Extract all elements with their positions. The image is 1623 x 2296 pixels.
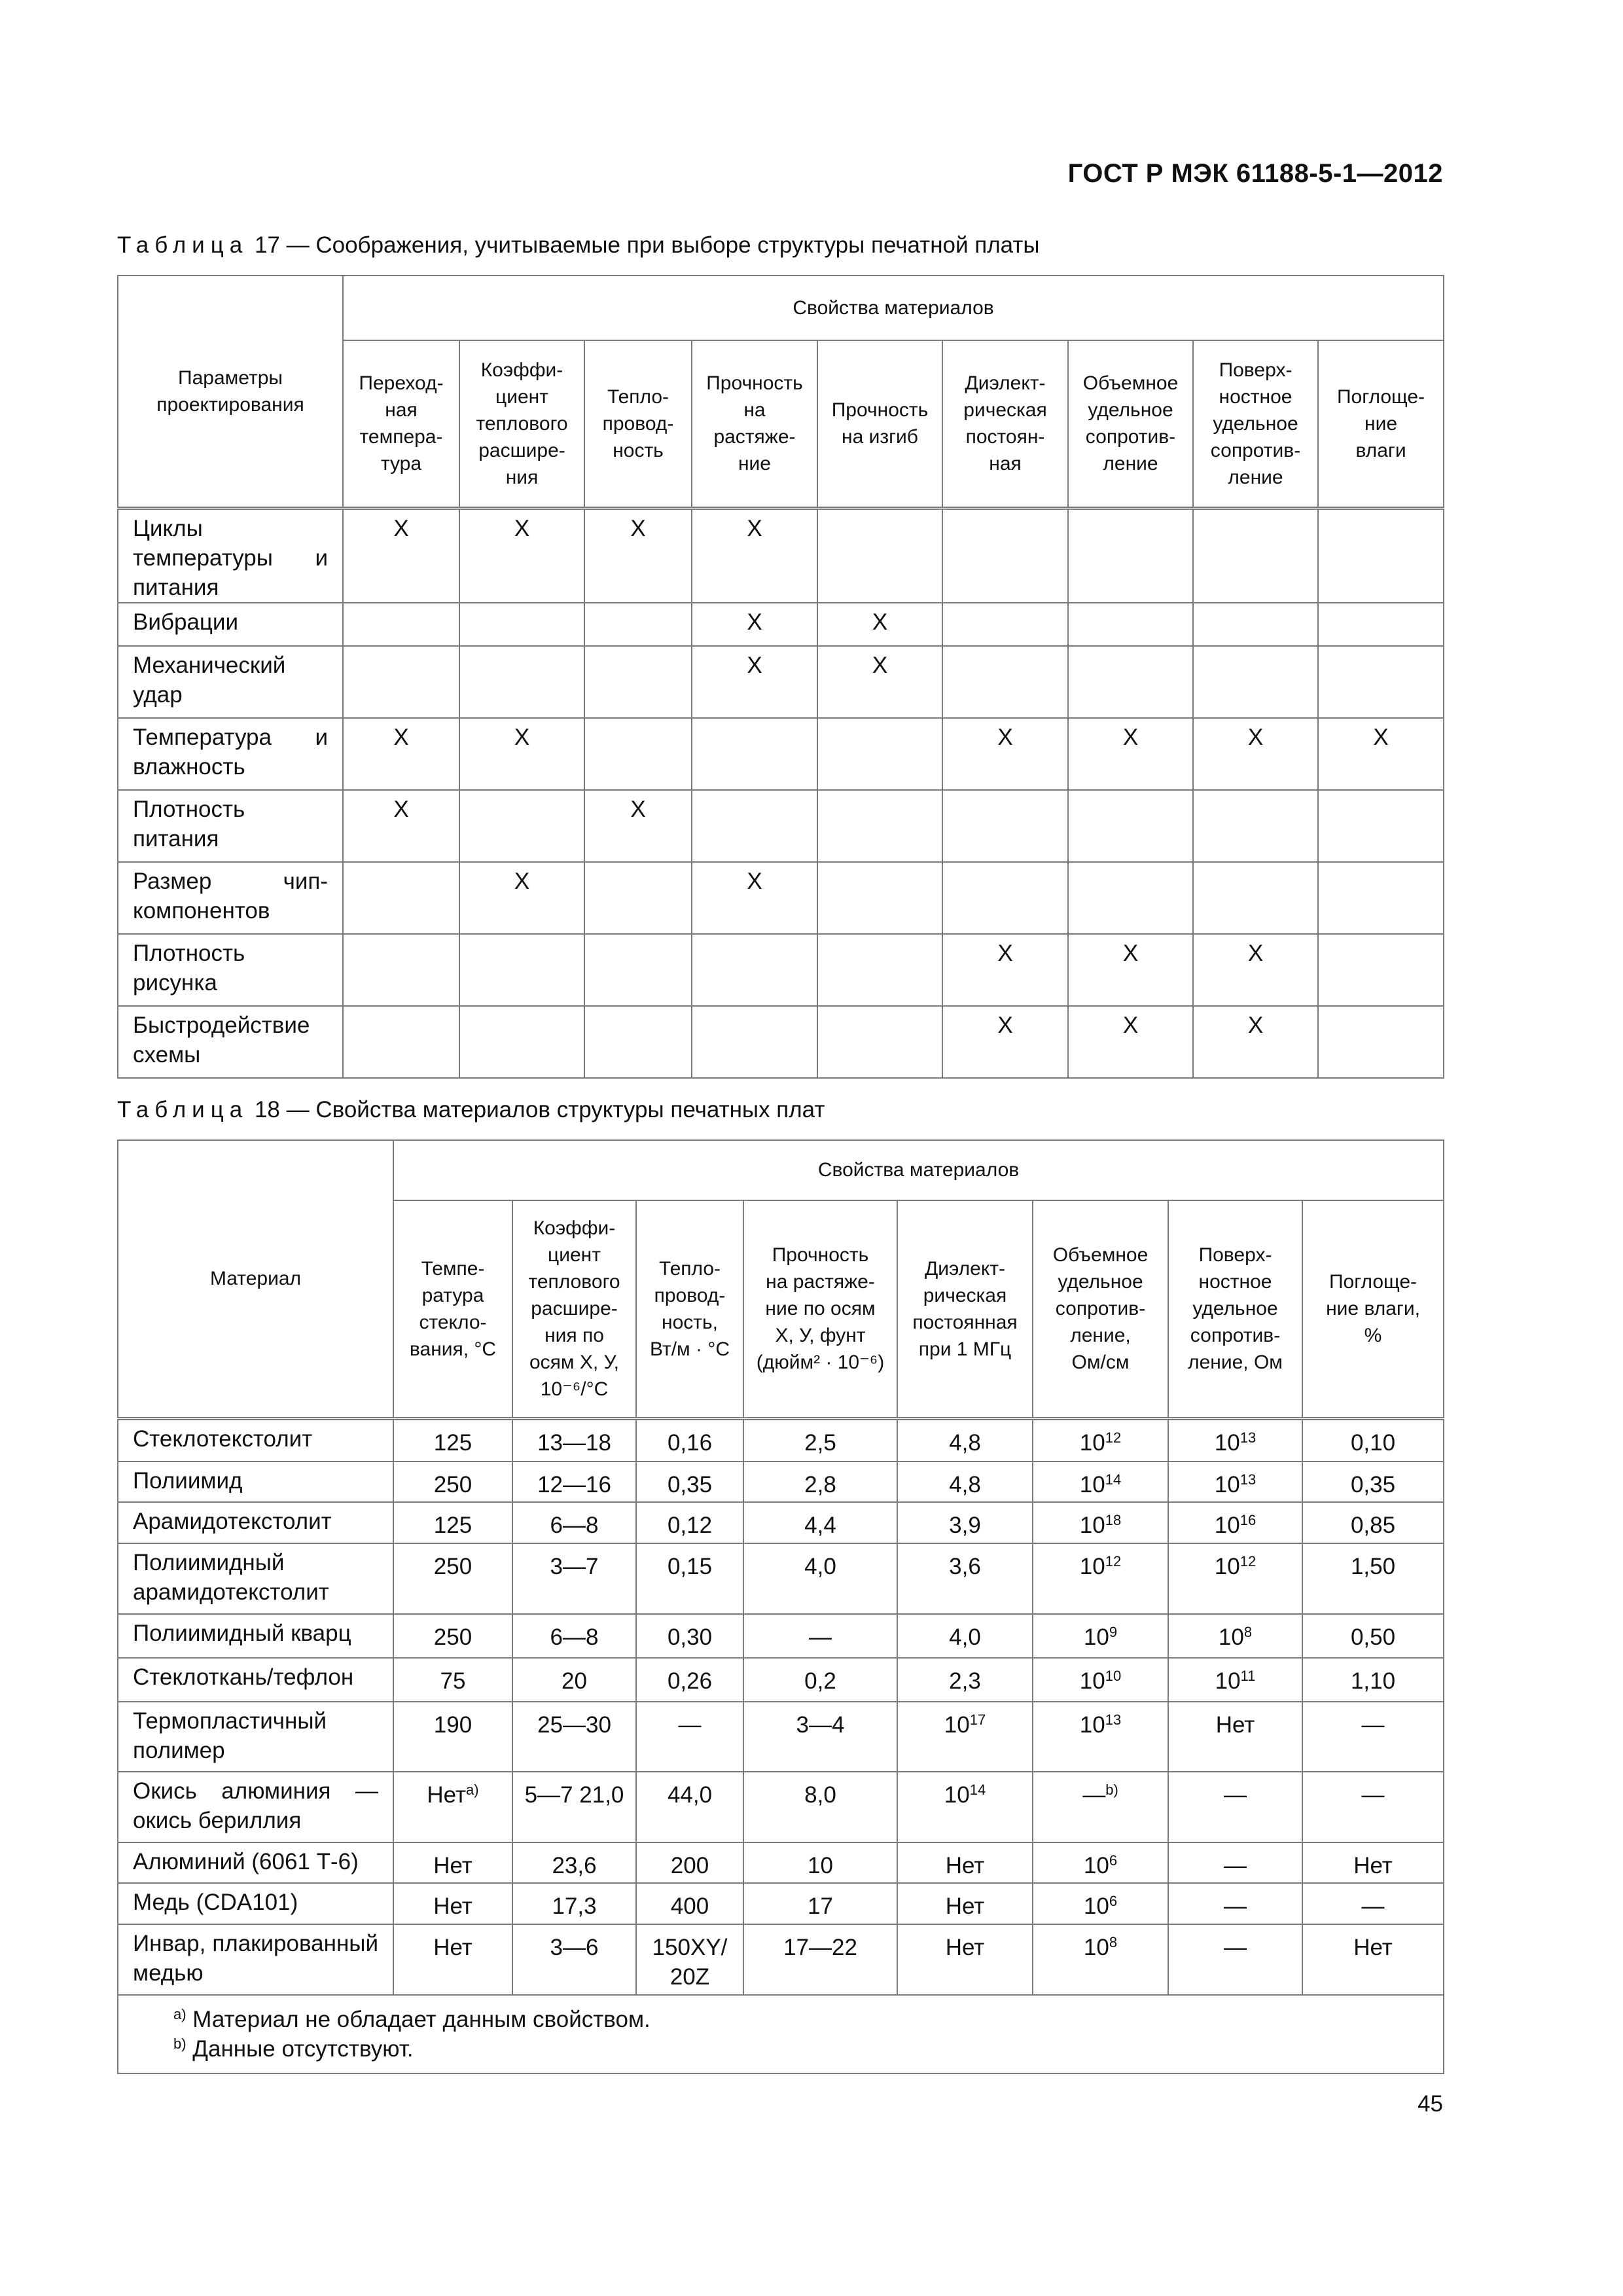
t18-row: [118, 1418, 1444, 1462]
t18-tc-cell: 0,15: [636, 1543, 743, 1614]
table17-caption-text: 17 — Соображения, учитываемые при выборе структуры печатной платы: [248, 232, 1040, 258]
t17-cell: X: [459, 862, 584, 934]
t18-ma-cell: 0,10: [1302, 1418, 1444, 1462]
table18-caption: [117, 1097, 825, 1123]
t17-cell: [692, 718, 817, 790]
table17-caption: [117, 232, 1040, 259]
t18-vr-cell: $10^6$: [1033, 1883, 1168, 1924]
t18-tc-cell: —: [636, 1702, 743, 1772]
t18-sr-cell: —: [1168, 1772, 1302, 1842]
superscript: 16: [1240, 1512, 1257, 1528]
t17-cell: [584, 603, 692, 646]
t17-cell: [942, 646, 1068, 718]
t18-ma-cell: —: [1302, 1883, 1444, 1924]
t18-cte-cell: 6—8: [512, 1502, 636, 1543]
t18-ma-cell: 1,50: [1302, 1543, 1444, 1614]
t18-material-cell: Полиимид: [118, 1462, 393, 1502]
t18-row: [118, 1702, 1444, 1772]
t18-ts-cell: 4,4: [743, 1502, 897, 1543]
table17: [117, 275, 1444, 1079]
t18-sr-cell: $10^{13}$: [1168, 1462, 1302, 1502]
t17-cell: [942, 508, 1068, 603]
t18-ts-cell: 17: [743, 1883, 897, 1924]
t17-row: [118, 1006, 1444, 1078]
t18-ma-cell: 1,10: [1302, 1658, 1444, 1702]
t18-ma-cell: —: [1302, 1772, 1444, 1842]
t17-cell: X: [1068, 1006, 1193, 1078]
superscript: 6: [1109, 1893, 1118, 1909]
t18-vr-cell: $10^{12}$: [1033, 1418, 1168, 1462]
superscript: 11: [1240, 1668, 1256, 1684]
t17-cell: [692, 1006, 817, 1078]
superscript: 17: [969, 1712, 986, 1728]
t18-vr-cell: $10^{13}$: [1033, 1702, 1168, 1772]
t18-tg-cell: Нет: [393, 1883, 512, 1924]
t18-sr-cell: $10^{12}$: [1168, 1543, 1302, 1614]
t17-cell: X: [1193, 934, 1318, 1006]
t17-cell: X: [459, 508, 584, 603]
t17-cell: [1193, 862, 1318, 934]
t18-dk-cell: Нет: [897, 1924, 1033, 1995]
t17-row-label: Механический удар: [118, 646, 343, 718]
t18-material-cell: Арамидотекстолит: [118, 1502, 393, 1543]
t18-tc-cell: 0,16: [636, 1418, 743, 1462]
superscript: 8: [1243, 1624, 1253, 1640]
t18-notes: [118, 1995, 1444, 2073]
t18-vr-cell: $10^{12}$: [1033, 1543, 1168, 1614]
t17-cell: [692, 934, 817, 1006]
t17-col-header-8: Поверх- ностное удельное сопротив- ление: [1193, 340, 1318, 508]
t17-cell: [817, 790, 942, 862]
t17-cell: X: [692, 646, 817, 718]
t17-row-label: Циклы температуры и питания: [118, 508, 343, 603]
t17-row-label: Быстродействие схемы: [118, 1006, 343, 1078]
t17-cell: [1193, 508, 1318, 603]
t18-sr-cell: —: [1168, 1883, 1302, 1924]
t18-col-header-5: Диэлект- рическая постоянная при 1 МГц: [897, 1200, 1033, 1418]
t18-tc-cell: 200: [636, 1842, 743, 1883]
t17-cell: [817, 1006, 942, 1078]
t18-dk-cell: 2,3: [897, 1658, 1033, 1702]
t18-ts-cell: 2,5: [743, 1418, 897, 1462]
t18-ma-cell: Нет: [1302, 1842, 1444, 1883]
superscript: 6: [1109, 1852, 1118, 1869]
t18-tc-cell: 0,26: [636, 1658, 743, 1702]
t18-ma-cell: 0,50: [1302, 1614, 1444, 1658]
superscript: 9: [1109, 1624, 1118, 1640]
table18-group-header: Свойства материалов: [393, 1140, 1444, 1200]
t18-col-header-2: Коэффи- циент теплового расшире- ния по осям X, У, 10⁻⁶/°С: [512, 1200, 636, 1418]
t17-cell: X: [1068, 934, 1193, 1006]
t18-ma-cell: 0,85: [1302, 1502, 1444, 1543]
t17-cell: X: [343, 718, 459, 790]
t17-row: [118, 718, 1444, 790]
t18-sr-cell: $10^{16}$: [1168, 1502, 1302, 1543]
t17-cell: X: [942, 718, 1068, 790]
t17-cell: X: [1068, 718, 1193, 790]
t17-cell: X: [692, 603, 817, 646]
t18-dk-cell: 3,6: [897, 1543, 1033, 1614]
t17-cell: X: [817, 603, 942, 646]
t18-row: [118, 1658, 1444, 1702]
table18-material-header: Материал: [118, 1140, 393, 1418]
t18-tg-cell: 125: [393, 1502, 512, 1543]
t17-cell: [942, 603, 1068, 646]
t18-dk-cell: 4,0: [897, 1614, 1033, 1658]
table17-param-header: Параметры проектирования: [118, 276, 343, 508]
t17-col-header-5: Прочность на изгиб: [817, 340, 942, 508]
t17-cell: X: [1193, 1006, 1318, 1078]
t17-cell: [459, 790, 584, 862]
t17-row: [118, 646, 1444, 718]
t18-col-header-7: Поверх- ностное удельное сопротив- ление, Ом: [1168, 1200, 1302, 1418]
t18-vr-cell: $10^9$: [1033, 1614, 1168, 1658]
t17-cell: X: [942, 934, 1068, 1006]
t17-col-header-2: Коэффи- циент теплового расшире- ния: [459, 340, 584, 508]
t18-tc-cell: 0,12: [636, 1502, 743, 1543]
t18-material-cell: Окись алюминия — окись бериллия: [118, 1772, 393, 1842]
t18-cte-cell: 17,3: [512, 1883, 636, 1924]
t18-ts-cell: 10: [743, 1842, 897, 1883]
t17-cell: [942, 790, 1068, 862]
t17-cell: X: [942, 1006, 1068, 1078]
t17-cell: [1068, 603, 1193, 646]
t18-ts-cell: 4,0: [743, 1543, 897, 1614]
t17-row: [118, 934, 1444, 1006]
t18-material-cell: Полиимидный арамидотекстолит: [118, 1543, 393, 1614]
superscript: 13: [1240, 1429, 1257, 1446]
t17-cell: [817, 508, 942, 603]
t18-dk-cell: $10^{14}$: [897, 1772, 1033, 1842]
t17-cell: X: [1193, 718, 1318, 790]
t18-dk-cell: Нет: [897, 1883, 1033, 1924]
t17-row: [118, 508, 1444, 603]
t17-cell: [692, 790, 817, 862]
t17-cell: [584, 718, 692, 790]
t18-dk-cell: $10^{17}$: [897, 1702, 1033, 1772]
footnote-mark: b): [173, 2036, 187, 2052]
t18-dk-cell: 4,8: [897, 1462, 1033, 1502]
t18-tg-cell: Нет$^{а)}$: [393, 1772, 512, 1842]
t18-row: [118, 1502, 1444, 1543]
t18-vr-cell: $10^{18}$: [1033, 1502, 1168, 1543]
t17-cell: [1068, 790, 1193, 862]
t17-cell: X: [817, 646, 942, 718]
t17-cell: [817, 718, 942, 790]
t17-cell: [1318, 934, 1444, 1006]
t18-tg-cell: 125: [393, 1418, 512, 1462]
t18-cte-cell: 6—8: [512, 1614, 636, 1658]
t17-cell: [1193, 790, 1318, 862]
t18-sr-cell: —: [1168, 1842, 1302, 1883]
t17-cell: [1068, 508, 1193, 603]
t17-row-label: Температура и влажность: [118, 718, 343, 790]
superscript: 13: [1240, 1471, 1257, 1488]
t18-col-header-6: Объемное удельное сопротив- ление, Ом/см: [1033, 1200, 1168, 1418]
t18-cte-cell: 3—7: [512, 1543, 636, 1614]
superscript: b): [1105, 1782, 1118, 1798]
table18: [117, 1139, 1444, 2074]
table17-caption-word: Таблица: [117, 232, 249, 258]
t18-ts-cell: 17—22: [743, 1924, 897, 1995]
t17-cell: [459, 1006, 584, 1078]
t17-cell: [343, 1006, 459, 1078]
superscript: 14: [1105, 1471, 1122, 1488]
t18-material-cell: Медь (CDA101): [118, 1883, 393, 1924]
t17-cell: [584, 1006, 692, 1078]
t17-cell: X: [584, 508, 692, 603]
superscript: 8: [1109, 1934, 1118, 1950]
page-number: 45: [1418, 2091, 1443, 2117]
t18-material-cell: Инвар, плакированный медью: [118, 1924, 393, 1995]
t17-cell: [1318, 790, 1444, 862]
t18-vr-cell: —$^{b)}$: [1033, 1772, 1168, 1842]
t17-cell: X: [584, 790, 692, 862]
t18-cte-cell: 12—16: [512, 1462, 636, 1502]
t17-row: [118, 862, 1444, 934]
t18-ts-cell: —: [743, 1614, 897, 1658]
t18-row: [118, 1543, 1444, 1614]
superscript: 13: [1105, 1712, 1122, 1728]
t18-cte-cell: 5—7 21,0: [512, 1772, 636, 1842]
t18-ma-cell: 0,35: [1302, 1462, 1444, 1502]
superscript: 10: [1105, 1668, 1122, 1684]
t17-cell: [584, 862, 692, 934]
t17-cell: [1318, 508, 1444, 603]
table18-caption-word: Таблица: [117, 1097, 249, 1122]
superscript: 18: [1105, 1512, 1122, 1528]
t18-vr-cell: $10^{14}$: [1033, 1462, 1168, 1502]
t17-cell: [1193, 603, 1318, 646]
t18-row: [118, 1772, 1444, 1842]
t18-tc-cell: 44,0: [636, 1772, 743, 1842]
t18-tc-cell: 0,30: [636, 1614, 743, 1658]
t17-row-label: Плотность питания: [118, 790, 343, 862]
t18-material-cell: Алюминий (6061 Т-6): [118, 1842, 393, 1883]
t17-cell: [459, 646, 584, 718]
t18-tg-cell: 250: [393, 1543, 512, 1614]
t18-vr-cell: $10^8$: [1033, 1924, 1168, 1995]
t17-col-header-1: Переход- ная темпера- тура: [343, 340, 459, 508]
footnote-mark: а): [173, 2006, 187, 2022]
t18-vr-cell: $10^6$: [1033, 1842, 1168, 1883]
t17-col-header-9: Поглоще- ние влаги: [1318, 340, 1444, 508]
t18-ts-cell: 8,0: [743, 1772, 897, 1842]
superscript: 14: [969, 1782, 986, 1798]
t17-col-header-4: Прочность на растяже- ние: [692, 340, 817, 508]
t17-col-header-3: Тепло- провод- ность: [584, 340, 692, 508]
t17-cell: [1318, 603, 1444, 646]
t17-row-label: Размер чип-компонентов: [118, 862, 343, 934]
t18-ts-cell: 3—4: [743, 1702, 897, 1772]
superscript: 12: [1105, 1553, 1122, 1570]
t18-dk-cell: 3,9: [897, 1502, 1033, 1543]
t18-material-cell: Термопластичный полимер: [118, 1702, 393, 1772]
t18-sr-cell: —: [1168, 1924, 1302, 1995]
t17-cell: [343, 862, 459, 934]
t18-cte-cell: 13—18: [512, 1418, 636, 1462]
t18-tg-cell: 250: [393, 1462, 512, 1502]
t17-col-header-6: Диэлект- рическая постоян- ная: [942, 340, 1068, 508]
t18-row: [118, 1842, 1444, 1883]
t17-row-label: Плотность рисунка: [118, 934, 343, 1006]
t18-row: [118, 1924, 1444, 1995]
footnote-2: $^{b)}$ Данные отсутствуют.: [173, 2036, 414, 2062]
t17-cell: [459, 603, 584, 646]
t18-tg-cell: Нет: [393, 1842, 512, 1883]
t18-tc-cell: 150XY/ 20Z: [636, 1924, 743, 1995]
superscript: 12: [1240, 1553, 1257, 1570]
t17-cell: X: [692, 862, 817, 934]
t17-cell: X: [1318, 718, 1444, 790]
t18-sr-cell: $10^{13}$: [1168, 1418, 1302, 1462]
t18-sr-cell: Нет: [1168, 1702, 1302, 1772]
t17-cell: [1318, 1006, 1444, 1078]
t18-col-header-4: Прочность на растяже- ние по осям X, У, фунт (дюйм² · 10⁻⁶): [743, 1200, 897, 1418]
t17-cell: [1318, 862, 1444, 934]
t17-row-label: Вибрации: [118, 603, 343, 646]
t18-notes-row: [118, 1995, 1444, 2073]
t18-row: [118, 1462, 1444, 1502]
superscript: а): [466, 1782, 479, 1798]
t17-cell: [584, 934, 692, 1006]
t18-material-cell: Стеклоткань/тефлон: [118, 1658, 393, 1702]
t18-sr-cell: $10^{11}$: [1168, 1658, 1302, 1702]
t18-ts-cell: 0,2: [743, 1658, 897, 1702]
t18-cte-cell: 3—6: [512, 1924, 636, 1995]
t18-tc-cell: 400: [636, 1883, 743, 1924]
t18-tg-cell: Нет: [393, 1924, 512, 1995]
table18-caption-text: 18 — Свойства материалов структуры печатных плат: [248, 1097, 825, 1122]
document-code: ГОСТ Р МЭК 61188-5-1—2012: [1067, 159, 1443, 188]
t17-cell: X: [692, 508, 817, 603]
t17-row: [118, 603, 1444, 646]
t17-cell: X: [343, 508, 459, 603]
t17-cell: [343, 646, 459, 718]
footnote-1: $^{а)}$ Материал не обладает данным свойством.: [173, 2006, 651, 2032]
t17-cell: [459, 934, 584, 1006]
table17-group-header: Свойства материалов: [343, 276, 1444, 340]
t18-dk-cell: 4,8: [897, 1418, 1033, 1462]
t18-ts-cell: 2,8: [743, 1462, 897, 1502]
t17-cell: [942, 862, 1068, 934]
t17-cell: [1318, 646, 1444, 718]
t18-row: [118, 1614, 1444, 1658]
t18-sr-cell: $10^8$: [1168, 1614, 1302, 1658]
t18-cte-cell: 20: [512, 1658, 636, 1702]
t17-cell: [1068, 862, 1193, 934]
t18-row: [118, 1883, 1444, 1924]
t18-tg-cell: 190: [393, 1702, 512, 1772]
t18-ma-cell: Нет: [1302, 1924, 1444, 1995]
t17-row: [118, 790, 1444, 862]
t18-cte-cell: 23,6: [512, 1842, 636, 1883]
t18-material-cell: Стеклотекстолит: [118, 1418, 393, 1462]
t17-cell: [343, 603, 459, 646]
t17-cell: X: [343, 790, 459, 862]
t18-cte-cell: 25—30: [512, 1702, 636, 1772]
t17-cell: [343, 934, 459, 1006]
t18-col-header-8: Поглоще- ние влаги, %: [1302, 1200, 1444, 1418]
t18-dk-cell: Нет: [897, 1842, 1033, 1883]
t18-col-header-1: Темпе- ратура стекло- вания, °С: [393, 1200, 512, 1418]
superscript: 12: [1105, 1429, 1122, 1446]
t17-cell: [817, 862, 942, 934]
t18-tc-cell: 0,35: [636, 1462, 743, 1502]
t18-tg-cell: 75: [393, 1658, 512, 1702]
t18-col-header-3: Тепло- провод- ность, Вт/м · °С: [636, 1200, 743, 1418]
t18-material-cell: Полиимидный кварц: [118, 1614, 393, 1658]
t18-tg-cell: 250: [393, 1614, 512, 1658]
t17-cell: [1193, 646, 1318, 718]
t17-col-header-7: Объемное удельное сопротив- ление: [1068, 340, 1193, 508]
t17-cell: [1068, 646, 1193, 718]
t17-cell: [584, 646, 692, 718]
t17-cell: [817, 934, 942, 1006]
t18-ma-cell: —: [1302, 1702, 1444, 1772]
t18-vr-cell: $10^{10}$: [1033, 1658, 1168, 1702]
t17-cell: X: [459, 718, 584, 790]
